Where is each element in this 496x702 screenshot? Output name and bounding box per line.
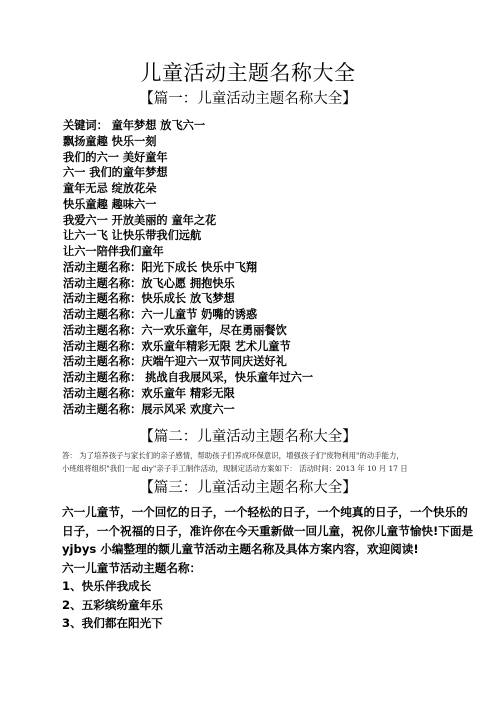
answer-line: 答： 为了培养孩子与家长们的亲子感情，帮助孩子们养成环保意识，增强孩子们"废物利用"的动手能力， — [62, 451, 404, 460]
list-item: 关键词： 童年梦想 放飞六一 — [63, 119, 206, 132]
section-3-body — [62, 503, 474, 633]
list-item: 活动主题名称：庆端午迎六一双节同庆送好礼 — [63, 355, 287, 369]
section-3-list-heading: 六一儿童节活动主题名称： — [62, 560, 202, 575]
document-title: 儿童活动主题名称大全 — [140, 61, 356, 85]
list-item: 飘扬童趣 快乐一刻 — [63, 134, 157, 148]
list-item: 我们的六一 美好童年 — [63, 150, 168, 164]
list-item: 活动主题名称：阳光下成长 快乐中飞翔 — [63, 260, 258, 274]
section-2-answer — [62, 449, 442, 475]
list-item: 2、五彩缤纷童年乐 — [62, 597, 163, 612]
list-item: 童年无忌 绽放花朵 — [63, 182, 157, 195]
list-item: 活动主题名称：六一欢乐童年，尽在勇丽餐饮 — [63, 323, 287, 337]
section-1-heading: 【篇一：儿童活动主题名称大全】 — [139, 91, 357, 107]
list-item: 活动主题名称：欢乐童年精彩无限 艺术儿童节 — [63, 339, 291, 353]
list-item: 3、我们都在阳光下 — [62, 616, 163, 630]
list-item: 活动主题名称：欢乐童年 精彩无限 — [63, 386, 235, 400]
section-2-heading: 【篇二：儿童活动主题名称大全】 — [139, 429, 357, 445]
list-item: 六一 我们的童年梦想 — [63, 166, 168, 180]
list-item: 让六一飞 让快乐带我们远航 — [63, 229, 202, 243]
list-item: 快乐童趣 趣味六一 — [63, 197, 157, 211]
section-3-heading: 【篇三：儿童活动主题名称大全】 — [139, 480, 357, 496]
section-3-paragraph: 六一儿童节，一个回忆的日子，一个轻松的日子，一个纯真的日子，一个快乐的日子，一个祝福的日子，准许你在今天重新做一回儿童，祝你儿童节愉快!下面是 yjbys 小编整理的额儿童节活动主题名称及具体方案内容，欢迎阅读! — [62, 505, 474, 556]
list-item: 活动主题名称：放飞心愿 拥抱快乐 — [63, 276, 235, 290]
list-item: 活动主题名称：六一儿童节 奶嘴的诱惑 — [63, 308, 258, 321]
list-item: 1、快乐伴我成长 — [62, 579, 152, 593]
answer-line: 小班组将组织"我们一起 diy"亲子手工制作活动，现制定活动方案如下： 活动时间：2013 年 10 月 17 日 — [62, 464, 408, 473]
list-item: 让六一陪伴我们童年 — [63, 245, 164, 258]
list-item: 活动主题名称：快乐成长 放飞梦想 — [63, 292, 235, 306]
list-item: 我爱六一 开放美丽的 童年之花 — [63, 213, 217, 227]
section-1-list — [63, 118, 483, 417]
list-item: 活动主题名称： 挑战自我展风采，快乐童年过六一 — [63, 371, 314, 384]
list-item: 活动主题名称：展示风采 欢度六一 — [63, 402, 235, 416]
